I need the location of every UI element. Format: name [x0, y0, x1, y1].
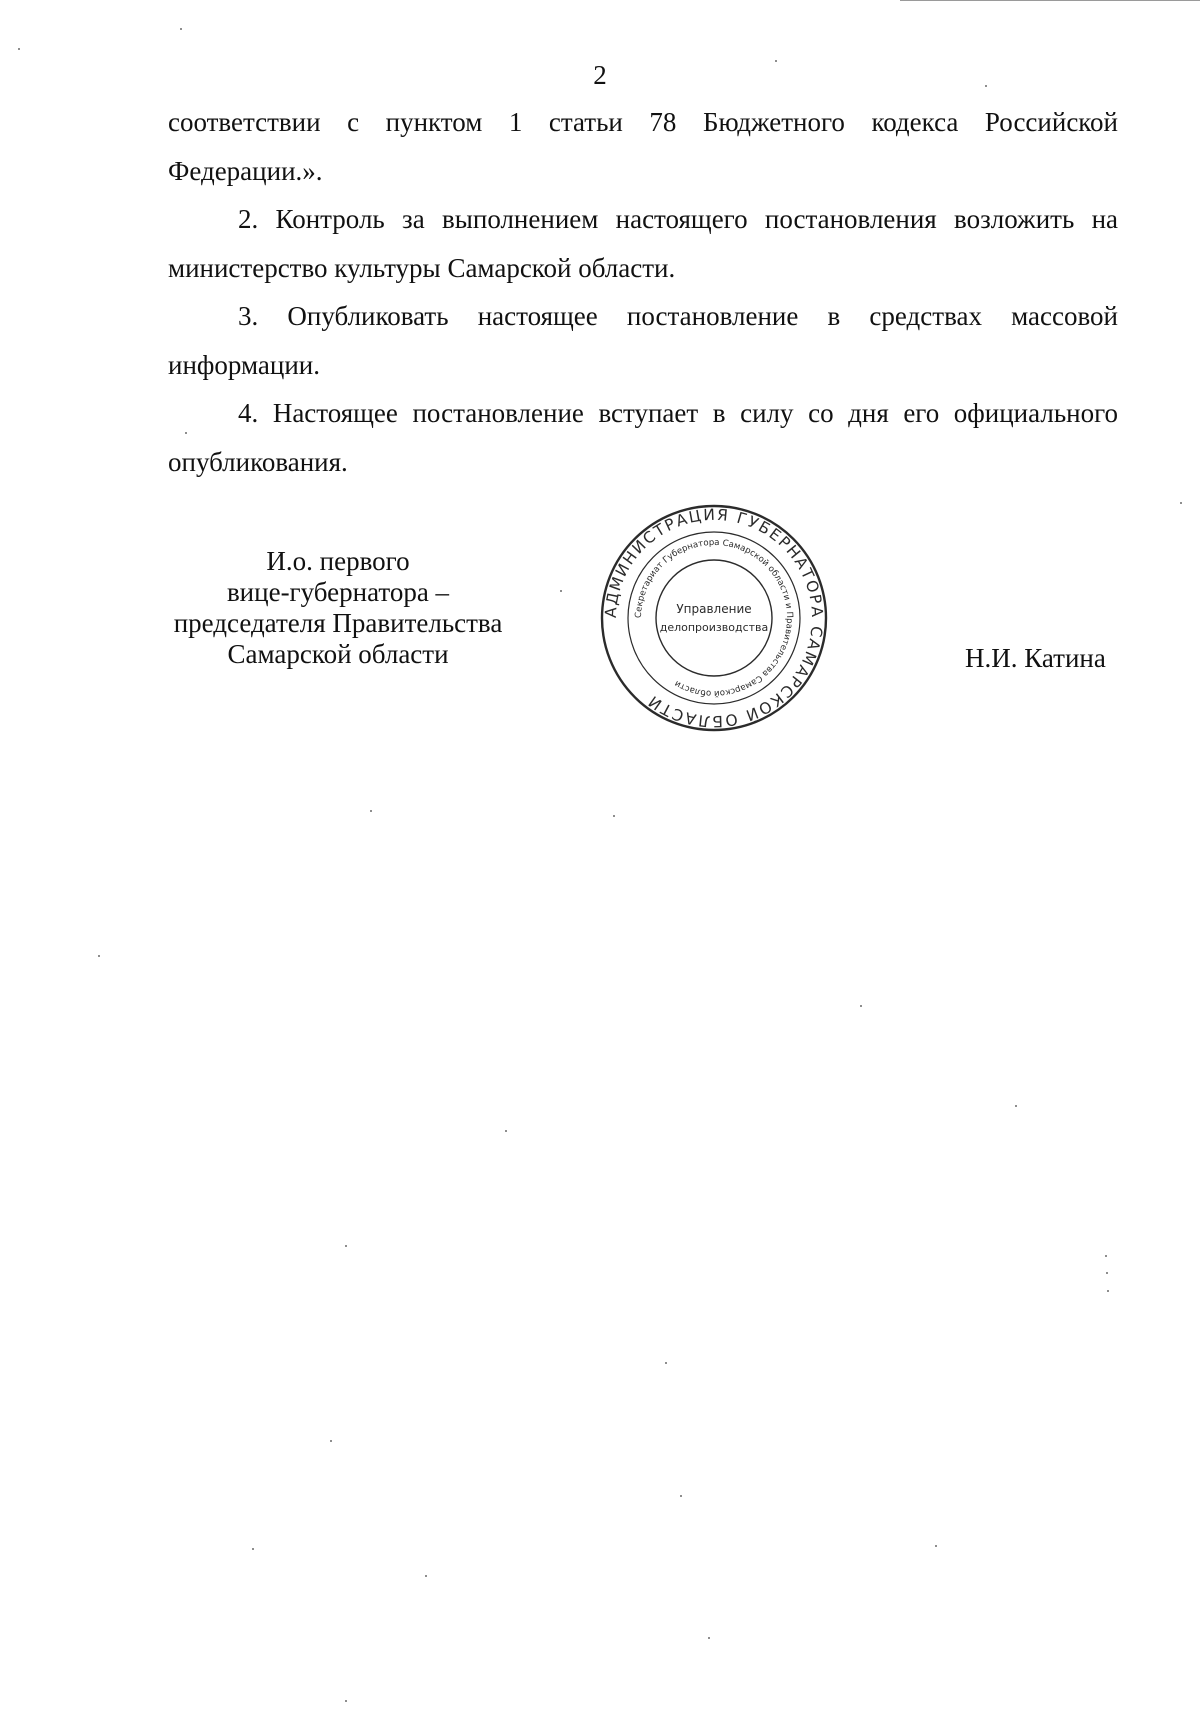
- position-line: И.о. первого: [266, 546, 410, 576]
- scan-edge-line: [900, 0, 1200, 1]
- scan-speck: [1105, 1255, 1107, 1257]
- scan-speck: [665, 1362, 667, 1364]
- scan-speck: [1015, 1105, 1017, 1107]
- scan-speck: [613, 815, 615, 817]
- paragraph-3: 3. Опубликовать настоящее постановление в средствах массовой информации.: [168, 301, 1118, 380]
- scan-speck: [370, 810, 372, 812]
- seal-outer-text: АДМИНИСТРАЦИЯ ГУБЕРНАТОРА САМАРСКОЙ ОБЛАСТИ: [601, 505, 827, 731]
- paragraph-2: 2. Контроль за выполнением настоящего постановления возложить на министерство культуры Самарской области.: [168, 204, 1118, 283]
- scan-speck: [1107, 1290, 1109, 1292]
- scan-speck: [180, 28, 182, 30]
- scan-speck: [345, 1245, 347, 1247]
- paragraph-4: 4. Настоящее постановление вступает в силу со дня его официального опубликования.: [168, 398, 1118, 477]
- scan-speck: [860, 1005, 862, 1007]
- position-line: вице-губернатора –: [226, 577, 450, 607]
- scan-speck: [935, 1545, 937, 1547]
- signer-name: Н.И. Катина: [965, 643, 1106, 673]
- seal-inner-ring: [656, 560, 772, 676]
- scan-speck: [1106, 1272, 1108, 1274]
- position-line: председателя Правительства: [173, 608, 503, 638]
- page-number: 2: [593, 60, 607, 90]
- scan-speck: [505, 1130, 507, 1132]
- scan-speck: [1180, 502, 1182, 504]
- scan-speck: [98, 955, 100, 957]
- seal-inner-text: Секретариат Губернатора Самарской области и Правительства Самарской области: [633, 537, 795, 699]
- scan-speck: [425, 1575, 427, 1577]
- scan-speck: [775, 60, 777, 62]
- seal-middle-ring: [628, 532, 800, 704]
- scan-speck: [985, 85, 987, 87]
- scan-speck: [330, 1440, 332, 1442]
- scan-speck: [252, 1548, 254, 1550]
- position-line: Самарской области: [227, 639, 449, 669]
- scan-speck: [680, 1495, 682, 1497]
- scan-speck: [345, 1700, 347, 1702]
- seal-center-line: делопроизводства: [659, 621, 769, 634]
- seal-graphic: [598, 502, 830, 734]
- document-body: [168, 98, 1118, 486]
- scan-speck: [560, 590, 562, 592]
- signatory-position: [168, 546, 508, 670]
- scan-speck: [18, 48, 20, 50]
- paragraph-continuation: соответствии с пунктом 1 статьи 78 Бюджетного кодекса Российской Федерации.».: [168, 107, 1118, 186]
- official-seal: [598, 502, 830, 734]
- seal-center-line: Управление: [676, 602, 752, 616]
- scan-speck: [185, 432, 187, 434]
- scan-speck: [708, 1637, 710, 1639]
